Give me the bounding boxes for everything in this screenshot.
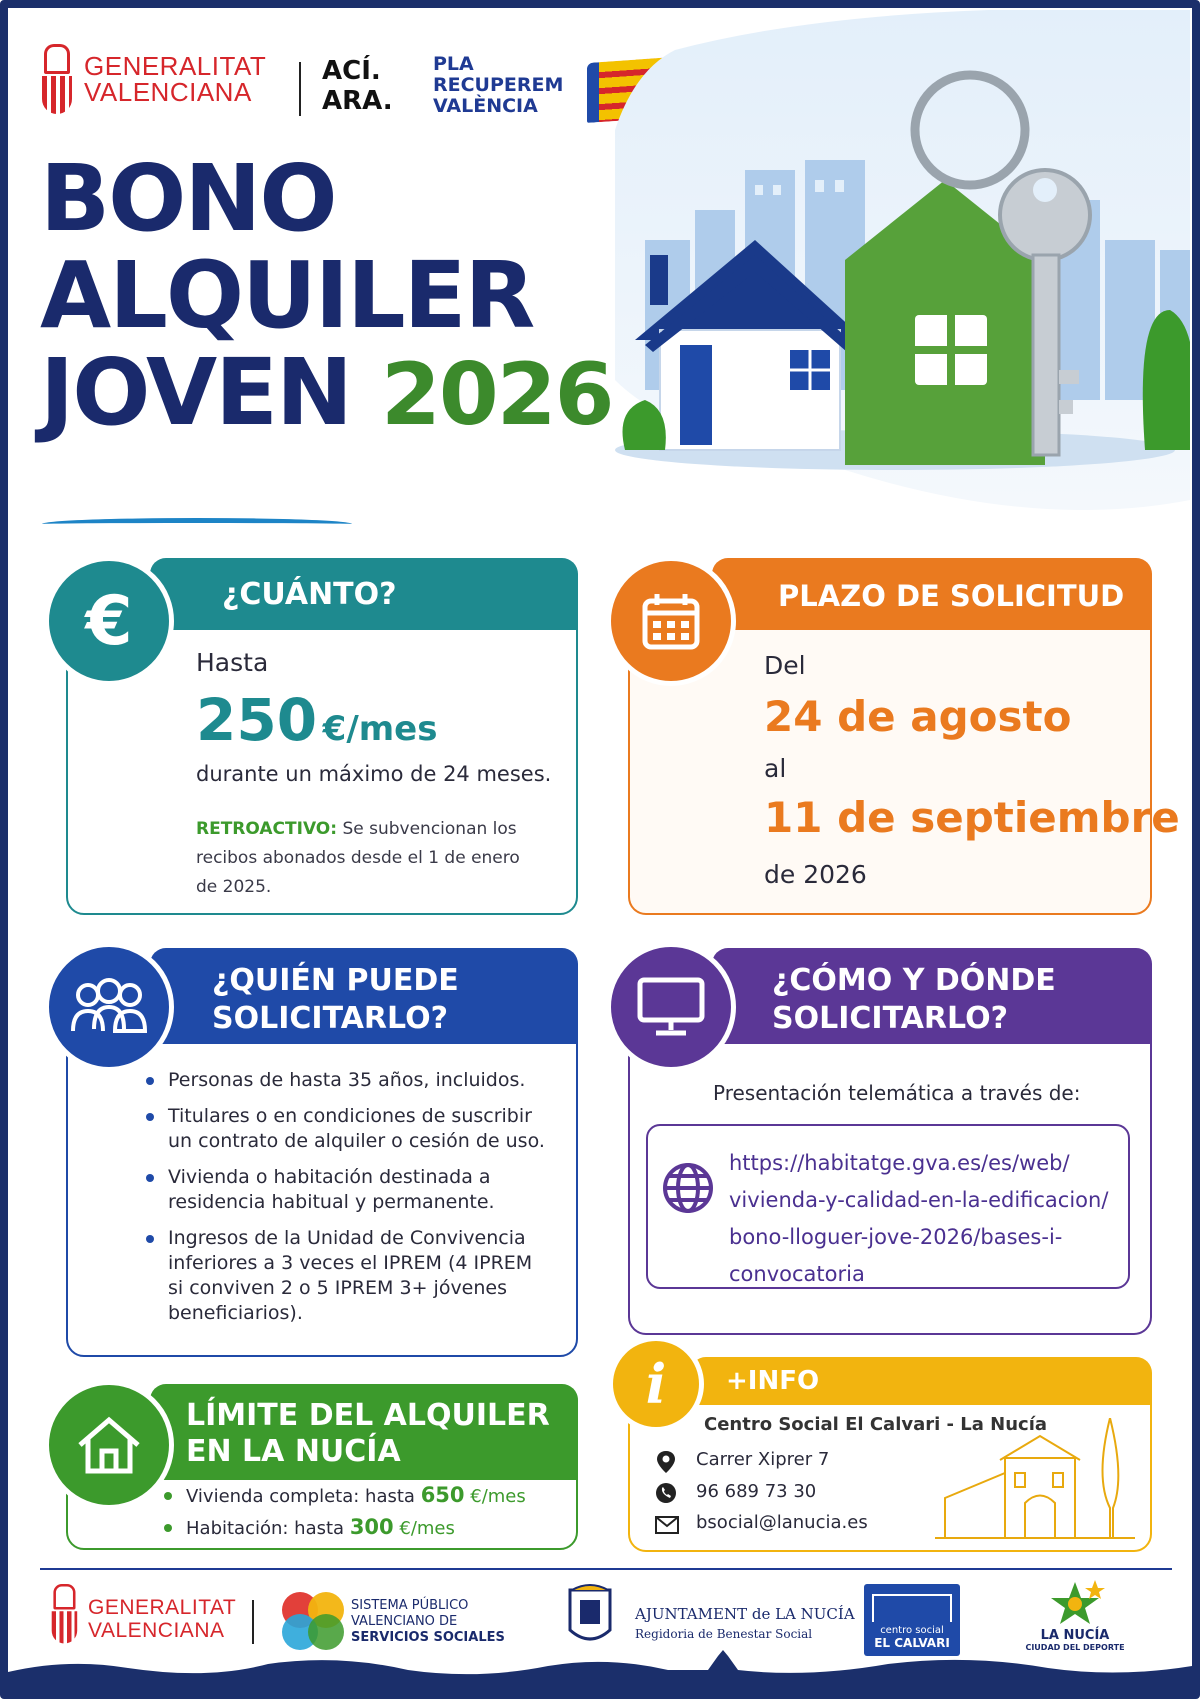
quien-heading-line2: SOLICITARLO? — [212, 1001, 448, 1036]
info-heading: +INFO — [726, 1366, 820, 1396]
como-heading-line2: SOLICITARLO? — [772, 1001, 1008, 1036]
aci-line1: ACÍ. — [322, 56, 381, 86]
title-line1: BONO — [40, 145, 336, 252]
info-icon: i — [608, 1336, 704, 1432]
plazo-del: Del — [764, 651, 806, 680]
plazo-band — [712, 558, 1152, 630]
quien-list — [140, 1068, 560, 1337]
retro-line2: recibos abonados desde el 1 de enero — [196, 848, 520, 868]
cuanto-amount-line — [196, 686, 437, 754]
ajuntament-shield-icon — [562, 1580, 618, 1650]
quien-band — [150, 948, 578, 1044]
el-calvari-logo — [864, 1584, 960, 1656]
quien-item: Titulares o en condiciones de suscribir un contrato de alquiler o cesión de uso. — [140, 1104, 560, 1154]
house-icon — [44, 1380, 174, 1510]
cuanto-retro — [196, 815, 520, 902]
quien-heading — [212, 962, 459, 1038]
retro-line1: Se subvencionan los — [337, 819, 517, 839]
title-line2: ALQUILER — [40, 242, 534, 349]
convocatoria-link[interactable]: https://habitatge.gva.es/es/web/ vivienda-y-calidad-en-la-edificacion/ bono-lloguer-jove-2026/bases-i- convocatoria — [729, 1151, 1109, 1286]
limite-heading — [186, 1398, 550, 1470]
servicios-sociales-text: SISTEMA PÚBLICO VALENCIANO DE SERVICIOS SOCIALES — [351, 1598, 505, 1645]
la-nucia-text: LA NUCÍA CIUDAD DEL DEPORTE — [1025, 1628, 1125, 1652]
cuanto-duration: durante un máximo de 24 meses. — [196, 762, 552, 786]
pla-line3: VALÈNCIA — [433, 95, 538, 117]
house-key-illustration — [615, 10, 1190, 510]
generalitat-logo — [40, 44, 266, 114]
page-title — [40, 145, 613, 446]
calvari-line2: EL CALVARI — [874, 1636, 950, 1650]
pla-line1: PLA — [433, 53, 474, 75]
mail-icon — [655, 1516, 679, 1538]
globe-icon — [661, 1161, 715, 1219]
info-email[interactable]: bsocial@lanucia.es — [696, 1512, 868, 1533]
servicios-sociales-logo-icon — [278, 1588, 348, 1654]
calvari-line1: centro social — [880, 1625, 944, 1636]
plazo-al: al — [764, 754, 787, 783]
aci-ara-logo — [322, 56, 393, 116]
quien-item: Vivienda o habitación destinada a residencia habitual y permanente. — [140, 1165, 560, 1215]
limite-band — [150, 1384, 578, 1480]
euro-icon: € — [44, 556, 174, 686]
el-calvari-building-illustration — [935, 1418, 1145, 1543]
phone-icon — [655, 1482, 677, 1508]
ajuntament-text: AJUNTAMENT de LA NUCÍA Regidoria de Benestar Social — [635, 1605, 855, 1641]
plazo-year: de 2026 — [764, 860, 867, 889]
como-band — [712, 948, 1152, 1044]
quien-heading-line1: ¿QUIÉN PUEDE — [212, 963, 459, 998]
location-pin-icon — [656, 1450, 676, 1478]
cuanto-band — [150, 558, 578, 630]
retro-label: RETROACTIVO: — [196, 819, 338, 839]
title-year: 2026 — [381, 345, 613, 445]
footer-divider-v — [252, 1600, 254, 1644]
plazo-start: 24 de agosto — [764, 692, 1072, 741]
cuanto-unit: €/mes — [322, 709, 438, 749]
limite-heading-line2: EN LA NUCÍA — [186, 1434, 401, 1469]
header-divider — [299, 62, 301, 116]
aci-line2: ARA. — [322, 86, 393, 116]
footer-generalitat-emblem-icon — [50, 1584, 79, 1644]
gv-line2: VALENCIANA — [84, 77, 252, 107]
mountain-skyline — [8, 1650, 1192, 1691]
title-line3: JOVEN — [40, 339, 352, 446]
pla-recuperem-logo — [433, 54, 563, 117]
limite-item: Vivienda completa: hasta 650 €/mes — [158, 1483, 568, 1509]
calendar-icon — [606, 556, 736, 686]
quien-item: Personas de hasta 35 años, incluidos. — [140, 1068, 560, 1093]
la-nucia-star-logo-icon — [1045, 1578, 1105, 1628]
limite-heading-line1: LÍMITE DEL ALQUILER — [186, 1398, 550, 1433]
footer-generalitat-logo — [50, 1584, 236, 1654]
limite-list — [158, 1483, 568, 1552]
gv-line1: GENERALITAT — [84, 51, 267, 81]
info-band — [690, 1357, 1152, 1405]
people-icon — [44, 942, 174, 1072]
footer-gv-line2: VALENCIANA — [88, 1619, 225, 1642]
cuanto-heading: ¿CUÁNTO? — [222, 577, 397, 612]
pla-line2: RECUPEREM — [433, 74, 564, 96]
limite-item: Habitación: hasta 300 €/mes — [158, 1515, 568, 1541]
footer-gv-line1: GENERALITAT — [88, 1596, 237, 1619]
como-heading — [772, 962, 1056, 1038]
generalitat-emblem-icon — [40, 44, 74, 114]
como-intro: Presentación telemática a través de: — [713, 1081, 1081, 1105]
retro-line3: de 2025. — [196, 877, 272, 897]
plazo-end: 11 de septiembre — [764, 793, 1180, 842]
cuanto-amount: 250 — [196, 686, 318, 754]
info-address: Carrer Xiprer 7 — [696, 1449, 830, 1470]
info-place: Centro Social El Calvari - La Nucía — [704, 1414, 1048, 1435]
info-phone[interactable]: 96 689 73 30 — [696, 1481, 817, 1502]
como-heading-line1: ¿CÓMO Y DÓNDE — [772, 963, 1056, 998]
plazo-heading: PLAZO DE SOLICITUD — [778, 579, 1125, 613]
quien-item: Ingresos de la Unidad de Convivencia inferiores a 3 veces el IPREM (4 IPREM si conviven 2 o 5 IPREM 3+ jóvenes beneficiarios). — [140, 1226, 560, 1326]
monitor-icon — [606, 942, 736, 1072]
cuanto-hasta: Hasta — [196, 648, 269, 677]
title-underline — [42, 518, 352, 530]
footer-divider — [40, 1568, 1172, 1570]
